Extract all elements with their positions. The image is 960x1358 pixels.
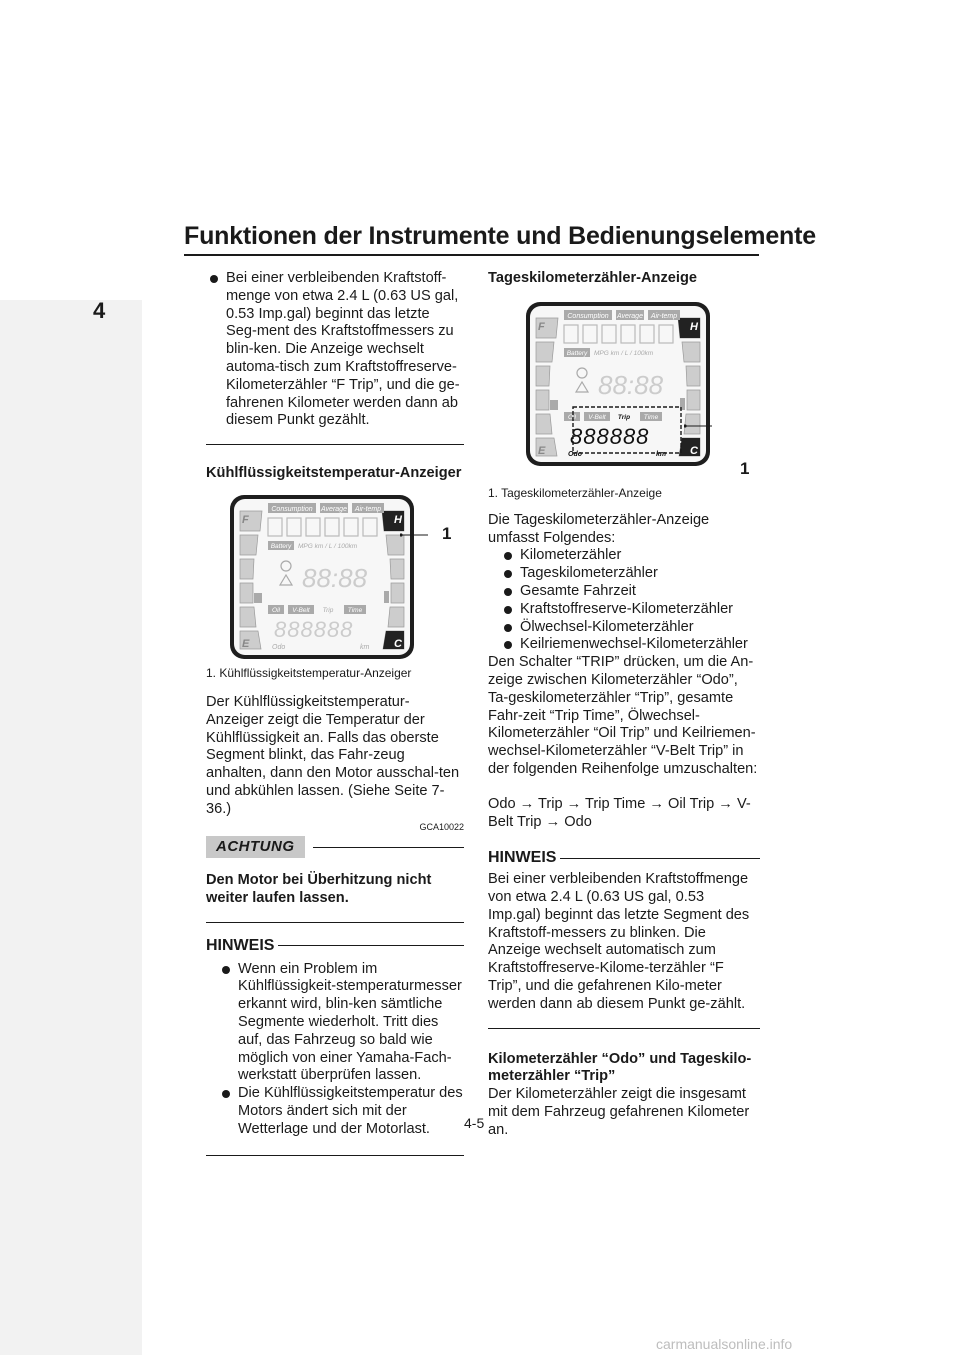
figure-caption: 1. Tageskilometerzähler-Anzeige: [488, 485, 662, 500]
achtung-text: Den Motor bei Überhitzung nicht weiter laufen lassen.: [206, 872, 432, 906]
fuel-pump-icon: [550, 400, 558, 410]
figure-caption: 1. Kühlflüssigkeitstemperatur-Anzeiger: [206, 665, 412, 680]
list-item: Die Kühlflüssigkeitstemperatur des Motors ändert sich mit der Wetterlage und der Motorlast.: [218, 1085, 464, 1138]
divider: [206, 444, 464, 445]
list-item: Kilometerzähler: [500, 547, 760, 565]
hinweis-text: Bei einer verbleibenden Kraftstoffmenge von etwa 2.4 L (0.63 US gal, 0.53 Imp.gal) beginnt das letzte Segment des Kraftstoff-messers zu blinken. Die Anzeige wechselt automatisch zum Kraftstoffreserve-Kilome-terzähler “F Trip”, und die gefahrenen Kilo-meter werden dann ab diesem Punkt ge-zählt.: [488, 871, 750, 1012]
lcd-tag-average: Average: [321, 505, 347, 513]
figure-trip-display: [488, 300, 760, 478]
achtung-label: ACHTUNG: [206, 836, 305, 858]
hinweis-label: HINWEIS: [488, 849, 557, 867]
list-item: Keilriemenwechsel-Kilometerzähler: [500, 636, 760, 654]
list-item: Tageskilometerzähler: [500, 565, 760, 583]
lcd-units: MPG km / L / 100km: [298, 542, 358, 550]
lcd-label-km: km: [360, 643, 370, 651]
lcd-letter-f: F: [242, 513, 249, 526]
paragraph-trip-switch: Den Schalter “TRIP” drücken, um die An-zeige zwischen Kilometerzähler “Odo”, Ta-geskilometerzähler “Trip”, gesamte Fahr-zeit “Trip Time”, Ölwechsel-Kilometerzähler “Oil Trip” und Keilriemen-wechsel-Kilometerzähler “V-Belt Trip” in der folgenden Reihenfolge umzuschalten:: [488, 654, 758, 777]
lcd-clock-digits: 88:88: [302, 562, 368, 593]
lcd-letter-c: C: [394, 637, 402, 650]
lcd-tag-oil: Oil: [568, 413, 576, 421]
list-item: Bei einer verbleibenden Kraftstoff-menge von etwa 2.4 L (0.63 US gal, 0.53 Imp.gal) beginnt das letzte Seg-ment des Kraftstoffmessers zu blin-ken. Die Anzeige wechselt automa-tisch zum Kraftstoffreserve-Kilometerzähler “F Trip”, und die ge-fahrenen Kilometer werden dann ab diesem Punkt gezählt.: [206, 270, 464, 430]
lcd-letter-h: H: [394, 513, 402, 526]
thermometer-icon: [384, 591, 389, 603]
lcd-clock-digits: 88:88: [598, 369, 664, 400]
left-column: [206, 270, 464, 1156]
divider: [206, 922, 464, 923]
lcd-letter-c: C: [690, 444, 698, 457]
lcd-odometer-digits: 888888: [274, 616, 354, 642]
lcd-letter-e: E: [538, 444, 546, 457]
list-item: Wenn ein Problem im Kühlflüssigkeit-stemperaturmesser erkannt wird, blin-ken sämtliche Segmente wiederholt. Tritt dies auf, das Fahrzeug so bald wie möglich von einer Yamaha-Fach-werkstatt überprüfen lassen.: [218, 961, 464, 1086]
divider: [206, 1155, 464, 1156]
trip-highlight-box: [572, 406, 684, 456]
heading-coolant-gauge: Kühlflüssigkeitstemperatur-Anzeiger: [206, 465, 462, 482]
trip-feature-list: [500, 547, 760, 654]
lcd-letter-f: F: [538, 320, 545, 333]
lcd-tag-airtemp: Air-temp: [650, 312, 678, 320]
callout-number: 1: [442, 523, 452, 543]
list-item: Ölwechsel-Kilometerzähler: [500, 619, 760, 637]
figure-coolant-gauge: [206, 493, 464, 661]
lcd-tag-trip: Trip: [617, 413, 631, 421]
lcd-tag-battery: Battery: [566, 349, 588, 357]
right-column: [488, 270, 760, 1140]
intro-bullet-list: [206, 270, 464, 430]
lcd-tag-consumption: Consumption: [567, 312, 609, 320]
lcd-letter-e: E: [242, 637, 250, 650]
achtung-heading: [206, 836, 464, 858]
lcd-tag-vbelt: V-Belt: [588, 413, 606, 421]
heading-trip-display: Tageskilometerzähler-Anzeige: [488, 270, 697, 286]
lcd-label-odo: Odo: [272, 643, 286, 651]
hinweis-heading: [488, 849, 760, 867]
lcd-tag-average: Average: [617, 312, 643, 320]
lcd-odometer-digits: 888888: [570, 423, 650, 449]
list-item: Kraftstoffreserve-Kilometerzähler: [500, 601, 760, 619]
lcd-tag-battery: Battery: [270, 542, 292, 550]
fuel-pump-icon: [254, 593, 262, 603]
callout-leader-line: [684, 418, 724, 438]
lcd-tag-airtemp: Air-temp: [354, 505, 382, 513]
heading-odometer: Kilometerzähler “Odo” und Tageskilo-meterzähler “Trip”: [488, 1050, 752, 1085]
title-rule: [184, 254, 759, 256]
hinweis-bullet-list: [218, 961, 464, 1139]
reference-code: GCA10022: [419, 821, 464, 832]
paragraph-odometer: Der Kilometerzähler zeigt die insgesamt mit dem Fahrzeug gefahrenen Kilometer an.: [488, 1086, 750, 1138]
lcd-letter-h: H: [690, 320, 698, 333]
lcd-tag-vbelt: V-Belt: [292, 606, 310, 614]
lcd-units: MPG km / L / 100km: [594, 349, 654, 357]
page-title: Funktionen der Instrumente und Bedienungselemente: [184, 222, 816, 250]
lcd-label-km: km: [656, 450, 667, 458]
lcd-tag-trip: Trip: [322, 606, 334, 614]
chapter-number: 4: [93, 298, 106, 323]
callout-number: 1: [740, 458, 750, 478]
lcd-label-odo: Odo: [568, 450, 582, 458]
paragraph-sequence: Odo → Trip → Trip Time → Oil Trip → V-Belt Trip → Odo: [488, 795, 751, 830]
callout-leader-line: [400, 527, 440, 547]
paragraph-trip-intro: Die Tageskilometerzähler-Anzeige umfasst Folgendes:: [488, 511, 710, 546]
watermark: carmanualsonline.info: [656, 1336, 793, 1352]
lcd-tag-time: Time: [643, 413, 659, 421]
lcd-tag-oil: Oil: [272, 606, 280, 614]
lcd-tag-time: Time: [347, 606, 363, 614]
page-number: 4-5: [464, 1115, 485, 1131]
hinweis-heading: [206, 937, 464, 955]
list-item: Gesamte Fahrzeit: [500, 583, 760, 601]
divider: [488, 1028, 760, 1029]
lcd-tag-consumption: Consumption: [271, 505, 313, 513]
chapter-tab: [0, 300, 142, 1355]
hinweis-label: HINWEIS: [206, 936, 275, 954]
paragraph-coolant: Der Kühlflüssigkeitstemperatur-Anzeiger zeigt die Temperatur der Kühlflüssigkeit an. Falls das oberste Segment blinkt, das Fahr-zeug anhalten, dann den Motor ausschal-ten und abkühlen lassen. (Siehe Seite 7-36.): [206, 693, 460, 817]
lcd-display-illustration: [228, 493, 416, 661]
